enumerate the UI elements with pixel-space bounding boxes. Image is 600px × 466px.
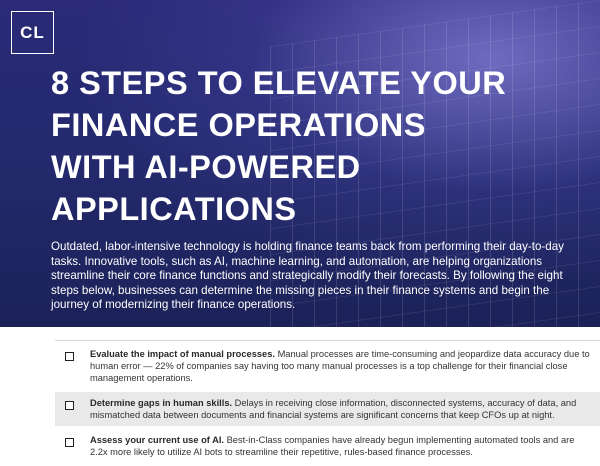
title-line: APPLICATIONS [51, 191, 297, 227]
steps-checklist [55, 343, 600, 466]
title-line: 8 STEPS TO ELEVATE YOUR [51, 65, 507, 101]
checkbox[interactable] [65, 438, 74, 447]
intro-paragraph: Outdated, labor-intensive technology is holding finance teams back from performing their day-to-day tasks. Innovative tools, such as AI, machine learning, and automation, are helping organizations streamline their core finance functions and strategically modify their forecasts. By following the eight steps below, businesses can determine the missing pieces in their finance systems and begin the journey of modernizing their finance operations. [51, 240, 564, 312]
checkbox[interactable] [65, 352, 74, 361]
step-item [55, 429, 600, 463]
title-line: WITH AI-POWERED [51, 149, 361, 185]
divider [55, 340, 600, 341]
step-body: Best-in-Class companies have already begun implementing automated tools and are 2.2x more likely to utilize AI bots to streamline their repetitive, rules-based finance processes. [90, 435, 575, 457]
step-body: Manual processes are time-consuming and jeopardize data accuracy due to human error — 22% of companies say having too many manual processes is a top challenge for their financial close management operations. [90, 349, 590, 383]
step-heading: Assess your current use of AI. [90, 435, 227, 445]
page-title [51, 62, 591, 230]
step-heading: Evaluate the impact of manual processes. [90, 349, 278, 359]
checkbox[interactable] [65, 401, 74, 410]
step-body: Delays in receiving close information, disconnected systems, accuracy of data, and mismatched data between documents and financial systems are significant concerns that keep CFOs up at night. [90, 398, 577, 420]
logo: CL [11, 11, 54, 54]
title-line: FINANCE OPERATIONS [51, 107, 426, 143]
step-item [55, 392, 600, 426]
step-heading: Determine gaps in human skills. [90, 398, 235, 408]
step-item [55, 343, 600, 389]
